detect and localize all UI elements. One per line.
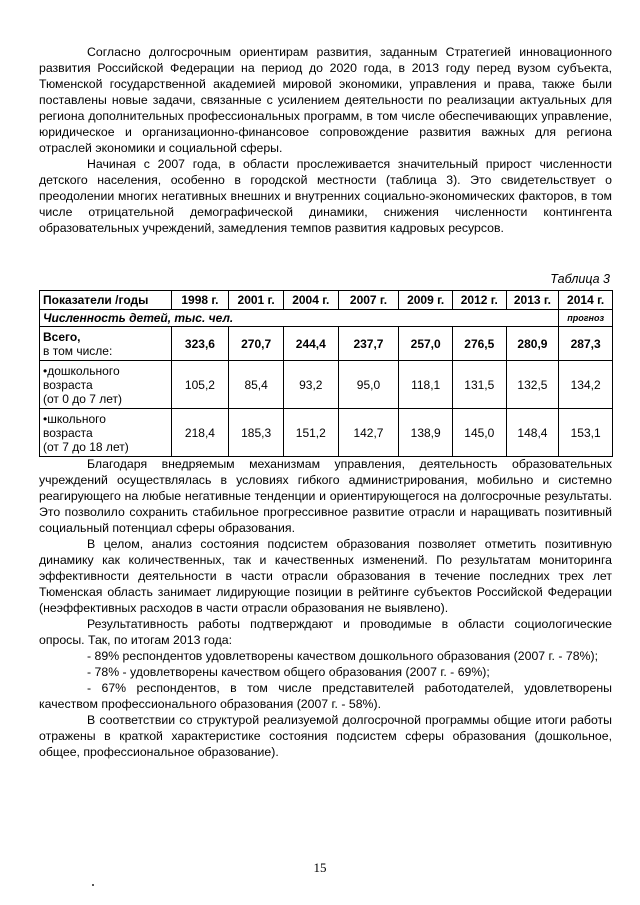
section-row: [40, 310, 613, 327]
page-number: 15: [313, 860, 327, 875]
year-header: 1998 г.: [171, 291, 229, 310]
paragraph-strategy: Согласно долгосрочным ориентирам развития, заданным Стратегией инновационного развития Российской Федерации на период до 2020 года, в 2013 году перед вузом субъекта, Тюменской государственной академией мировой экономики, управления и права, также были поставлены новые задачи, связанные с усилением деятельности по реализации актуальных для региона дополнительных профессиональных программ, в том числе обеспечивающих управление, юридическое и организационно-финансовое сопровождение развития важных для региона отраслей экономики и социальной сферы.: [39, 45, 612, 155]
table-cell: 142,7: [338, 409, 399, 457]
intro-text: [39, 44, 612, 236]
table-cell: 134,2: [559, 361, 613, 409]
table-cell: 132,5: [506, 361, 559, 409]
year-header: 2004 г.: [283, 291, 338, 310]
table-cell: 270,7: [229, 327, 284, 361]
year-header: 2012 г.: [452, 291, 506, 310]
row-label-line: возраста: [43, 377, 93, 392]
section-label: Численность детей, тыс. чел.: [40, 310, 559, 327]
prognoz-label: прогноз: [567, 313, 605, 323]
year-header: 2014 г.: [559, 291, 613, 310]
table-cell: 93,2: [283, 361, 338, 409]
table-cell: 131,5: [452, 361, 506, 409]
row-label-line: (от 0 до 7 лет): [43, 391, 123, 406]
table-row: [40, 327, 613, 361]
paragraph-management: Благодаря внедряемым механизмам управления, деятельность образовательных учреждений осуществлялась в условиях гибкого администрирования, мобильно и системно реагирующего на любые негативные тенденции и ориентирующегося на долгосрочные результаты. Это позволило сохранить стабильное прогрессивное развитие отрасли и наращивать позитивный социальный потенциал сферы образования.: [39, 457, 612, 535]
table-row: [40, 409, 613, 457]
survey-item: - 89% респондентов удовлетворены качеством дошкольного образования (2007 г. - 78%);: [87, 649, 598, 663]
table-cell: 85,4: [229, 361, 284, 409]
row-label-line: возраста: [43, 425, 93, 440]
table-cell: 148,4: [506, 409, 559, 457]
scan-dot: [92, 884, 94, 886]
table-cell: 280,9: [506, 327, 559, 361]
survey-item: - 67% респондентов, в том числе представителей работодателей, удовлетворены качеством профессионального образования (2007 г. - 58%).: [39, 681, 612, 711]
table-row: [40, 361, 613, 409]
prognoz-cell: [559, 310, 613, 327]
table-cell: 145,0: [452, 409, 506, 457]
table-cell: 138,9: [399, 409, 453, 457]
paragraph-population-growth: Начиная с 2007 года, в области прослеживается значительный прирост численности детского населения, особенно в городской местности (таблица 3). Это свидетельствует о преодолении многих негативных внешних и внутренних социально-экономических факторов, в том числе отрицательной демографической динамики, снижения численности контингента образовательных учреждений, замедления темпов развития кадровых ресурсов.: [39, 157, 612, 235]
year-header: 2013 г.: [506, 291, 559, 310]
table-cell: 287,3: [559, 327, 613, 361]
paragraph-analysis: В целом, анализ состояния подсистем образования позволяет отметить позитивную динамику как количественных, так и качественных изменений. По результатам мониторинга эффективности деятельности в части отрасли образования в течение последних трех лет Тюменская область занимает лидирующие позиции в рейтинге субъектов Российской Федерации (неэффективных расходов в части отрасли образования не выявлено).: [39, 537, 612, 615]
paragraph-structure: В соответствии со структурой реализуемой долгосрочной программы общие итоги работы отражены в краткой характеристике состояния подсистем сферы образования (дошкольное, общее, профессиональное образование).: [39, 713, 612, 759]
year-header: 2001 г.: [229, 291, 284, 310]
row-label-line: (от 7 до 18 лет): [43, 439, 129, 454]
table-cell: 323,6: [171, 327, 229, 361]
main-text: [39, 456, 612, 760]
table-cell: 244,4: [283, 327, 338, 361]
table-header-row: [40, 291, 613, 310]
survey-item: - 78% - удовлетворены качеством общего образования (2007 г. - 69%);: [87, 665, 490, 679]
table-cell: 276,5: [452, 327, 506, 361]
table-cell: 237,7: [338, 327, 399, 361]
table-cell: 118,1: [399, 361, 453, 409]
row-label-line: •дошкольного: [43, 363, 120, 378]
table-caption: Таблица 3: [550, 272, 610, 286]
children-population-table: [39, 290, 613, 457]
row-label: [40, 361, 172, 409]
table-cell: 185,3: [229, 409, 284, 457]
row-label-line: в том числе:: [43, 343, 113, 358]
row-label: [40, 409, 172, 457]
table-cell: 153,1: [559, 409, 613, 457]
year-header: 2009 г.: [399, 291, 453, 310]
paragraph-surveys: Результативность работы подтверждают и проводимые в области социологические опросы. Так, по итогам 2013 года:: [39, 617, 612, 647]
table-cell: 95,0: [338, 361, 399, 409]
table-cell: 257,0: [399, 327, 453, 361]
year-header: 2007 г.: [338, 291, 399, 310]
table-cell: 105,2: [171, 361, 229, 409]
header-label: Показатели /годы: [40, 291, 172, 310]
row-label-line: •школьного: [43, 411, 106, 426]
table-cell: 218,4: [171, 409, 229, 457]
row-label: [40, 327, 172, 361]
table-cell: 151,2: [283, 409, 338, 457]
row-label-line: Всего,: [43, 329, 81, 344]
